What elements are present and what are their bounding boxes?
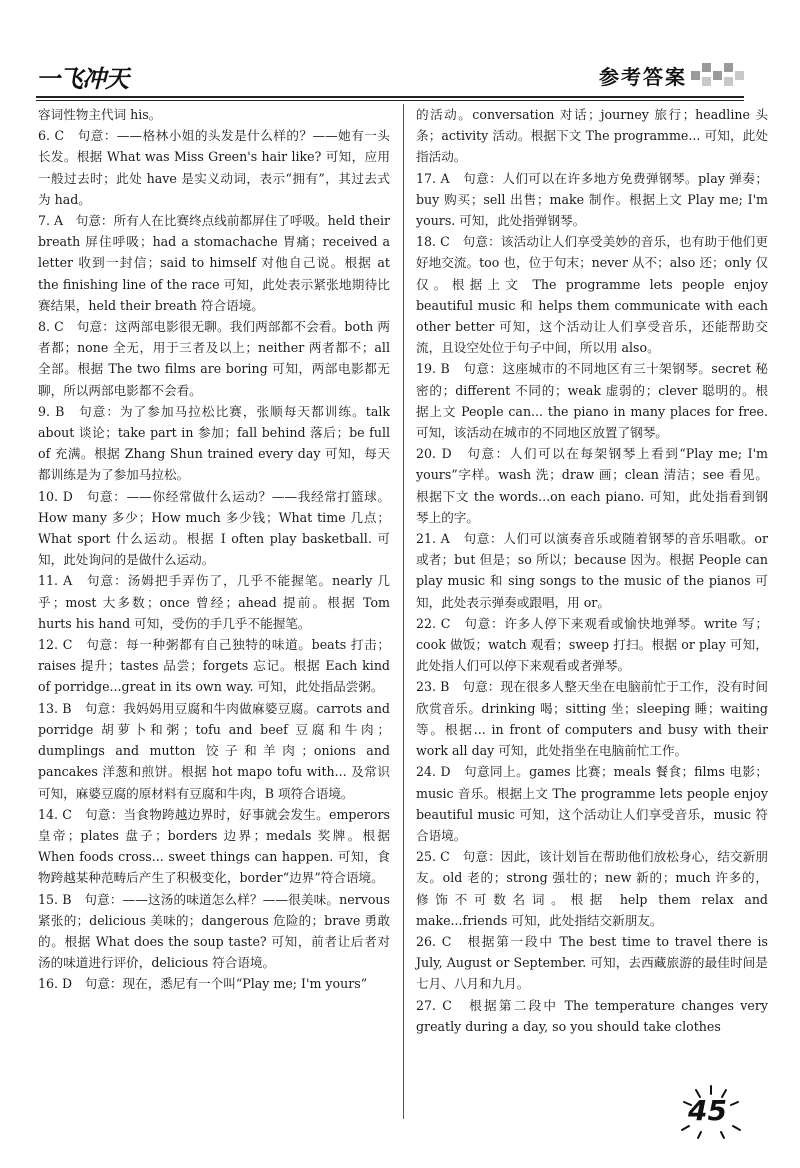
answer-item: 16. D 句意：现在，悉尼有一个叫“Play me; I'm yours” <box>38 976 368 992</box>
answer-item: 18. C 句意：该活动让人们享受美妙的音乐，也有助于他们更好地交流。too 也，位于句末；never 从不；also 还；only 仅仅。根据上文 The programme lets people enjoy beautiful music 和 helps them communicate with each other better 可知，这个活动让人们享受音乐，还能帮助交流，且设空处位于句子中间，所以用 also。 <box>416 234 768 356</box>
right-column <box>416 104 768 1037</box>
answer-item: 21. A 句意：人们可以演奏音乐或随着钢琴的音乐唱歌。or 或者；but 但是；so 所以；because 因为。根据 People can play music 和 sing songs to the music of the pianos 可知，此处表示弹奏或跟唱，用 or。 <box>416 531 768 610</box>
answer-item: 8. C 句意：这两部电影很无聊。我们两部都不会看。both 两者都；none 全无，用于三者及以上；neither 两者都不；all 全部。根据 The two films are boring 可知，两部电影都无聊，所以两部电影都不会看。 <box>38 319 390 398</box>
answer-item: 20. D 句意：人们可以在每架钢琴上看到“Play me; I'm yours”字样。wash 洗；draw 画；clean 清洁；see 看见。根据下文 the words...on each piano. 可知，此处指看到钢琴上的字。 <box>416 446 768 525</box>
answer-item: 13. B 句意：我妈妈用豆腐和牛肉做麻婆豆腐。carrots and porridge 胡萝卜和粥；tofu and beef 豆腐和牛肉；dumplings and mutton 饺子和羊肉；onions and pancakes 洋葱和煎饼。根据 hot mapo tofu with... 及常识可知，麻婆豆腐的原材料有豆腐和牛肉，B 项符合语境。 <box>38 700 390 801</box>
book-logo: 一飞冲天 <box>36 65 128 93</box>
header-rule <box>36 96 744 98</box>
answer-item: 27. C 根据第二段中 The temperature changes very greatly during a day, so you should take clothes <box>416 997 768 1034</box>
answer-item: 22. C 句意：许多人停下来观看或愉快地弹琴。write 写；cook 做饭；watch 观看；sweep 打扫。根据 or play 可知，此处指人们可以停下来观看或者弹琴。 <box>416 615 768 674</box>
answer-item: 23. B 句意：现在很多人整天坐在电脑前忙于工作，没有时间欣赏音乐。drinking 喝；sitting 坐；sleeping 睡；waiting 等。根据... in front of computers and busy with their work all day 可知，此处指坐在电脑前忙工作。 <box>416 679 768 759</box>
page-number: 45 <box>688 1094 727 1127</box>
checker-decoration-icon <box>691 57 743 87</box>
answer-item: 15. B 句意：——这汤的味道怎么样？——很美味。nervous 紧张的；delicious 美味的；dangerous 危险的；brave 勇敢的。根据 What does the soup taste? 可知，前者让后者对汤的味道进行评价，delicious 符合语境。 <box>38 891 390 971</box>
answer-item: 19. B 句意：这座城市的不同地区有三十架钢琴。secret 秘密的；different 不同的；weak 虚弱的；clever 聪明的。根据上文 People can... the piano in many places for free. 可知，该活动在城市的不同地区放置了钢琴。 <box>416 361 768 441</box>
answer-item: 26. C 根据第一段中 The best time to travel there is July, August or September. 可知，去西藏旅游的最佳时间是七月、八月和九月。 <box>416 933 768 992</box>
answer-item: 25. C 句意：因此，该计划旨在帮助他们放松身心，结交新朋友。old 老的；strong 强壮的；new 新的；much 许多的，修饰不可数名词。根据 help them relax and make...friends 可知，此处指结交新朋友。 <box>416 849 768 928</box>
answer-item: 17. A 句意：人们可以在许多地方免费弹钢琴。play 弹奏；buy 购买；sell 出售；make 制作。根据上文 Play me; I'm yours. 可知，此处指弹钢琴。 <box>416 170 768 229</box>
section-title: 参考答案 <box>599 65 687 89</box>
answer-item: 14. C 句意：当食物跨越边界时，好事就会发生。emperors 皇帝；plates 盘子；borders 边界；medals 奖牌。根据 When foods cross... sweet things can happen. 可知，食物跨越某种范畴后产生了积极变化，border“边界”符合语境。 <box>38 806 390 886</box>
answer-item: 11. A 句意：汤姆把手弄伤了，几乎不能握笔。nearly 几乎；most 大多数；once 曾经；ahead 提前。根据 Tom hurts his hand 可知，受伤的手几乎不能握笔。 <box>38 573 390 631</box>
answer-item: 9. B 句意：为了参加马拉松比赛，张顺每天都训练。talk about 谈论；take part in 参加；fall behind 落后；be full of 充满。根据 Zhang Shun trained every day 可知，每天都训练是为了参加马拉松。 <box>38 403 390 483</box>
answer-item: 6. C 句意：——格林小姐的头发是什么样的？——她有一头长发。根据 What was Miss Green's hair like? 可知，应用一般过去时；此处 have 是实义动词，表示“拥有”，其过去式为 had。 <box>38 128 390 207</box>
column-divider <box>403 104 404 1119</box>
answer-item: 12. C 句意：每一种粥都有自己独特的味道。beats 打击；raises 提升；tastes 品尝；forgets 忘记。根据 Each kind of porridge...great in its own way. 可知，此处指品尝粥。 <box>38 637 390 695</box>
answer-item: 容词性物主代词 his。 <box>38 107 162 122</box>
answer-item: 10. D 句意：——你经常做什么运动？——我经常打篮球。How many 多少；How much 多少钱；What time 几点；What sport 什么运动。根据 I often play basketball. 可知，此处询问的是做什么运动。 <box>38 488 390 568</box>
answer-item: 7. A 句意：所有人在比赛终点线前都屏住了呼吸。held their breath 屏住呼吸；had a stomachache 胃痛；received a letter 收到一封信；said to himself 对他自己说。根据 at the finishing line of the race 可知，此处表示紧张地期待比赛结果，held their breath 符合语境。 <box>38 213 390 313</box>
answer-item: 的活动。conversation 对话；journey 旅行；headline 头条；activity 活动。根据下文 The programme... 可知，此处指活动。 <box>416 107 768 165</box>
page-header <box>36 55 744 99</box>
left-column <box>38 104 390 995</box>
answer-item: 24. D 句意同上。games 比赛；meals 餐食；films 电影；music 音乐。根据上文 The programme lets people enjoy beautiful music 可知，这个活动让人们享受音乐，music 符合语境。 <box>416 764 768 843</box>
header-rule-thin <box>36 100 744 101</box>
